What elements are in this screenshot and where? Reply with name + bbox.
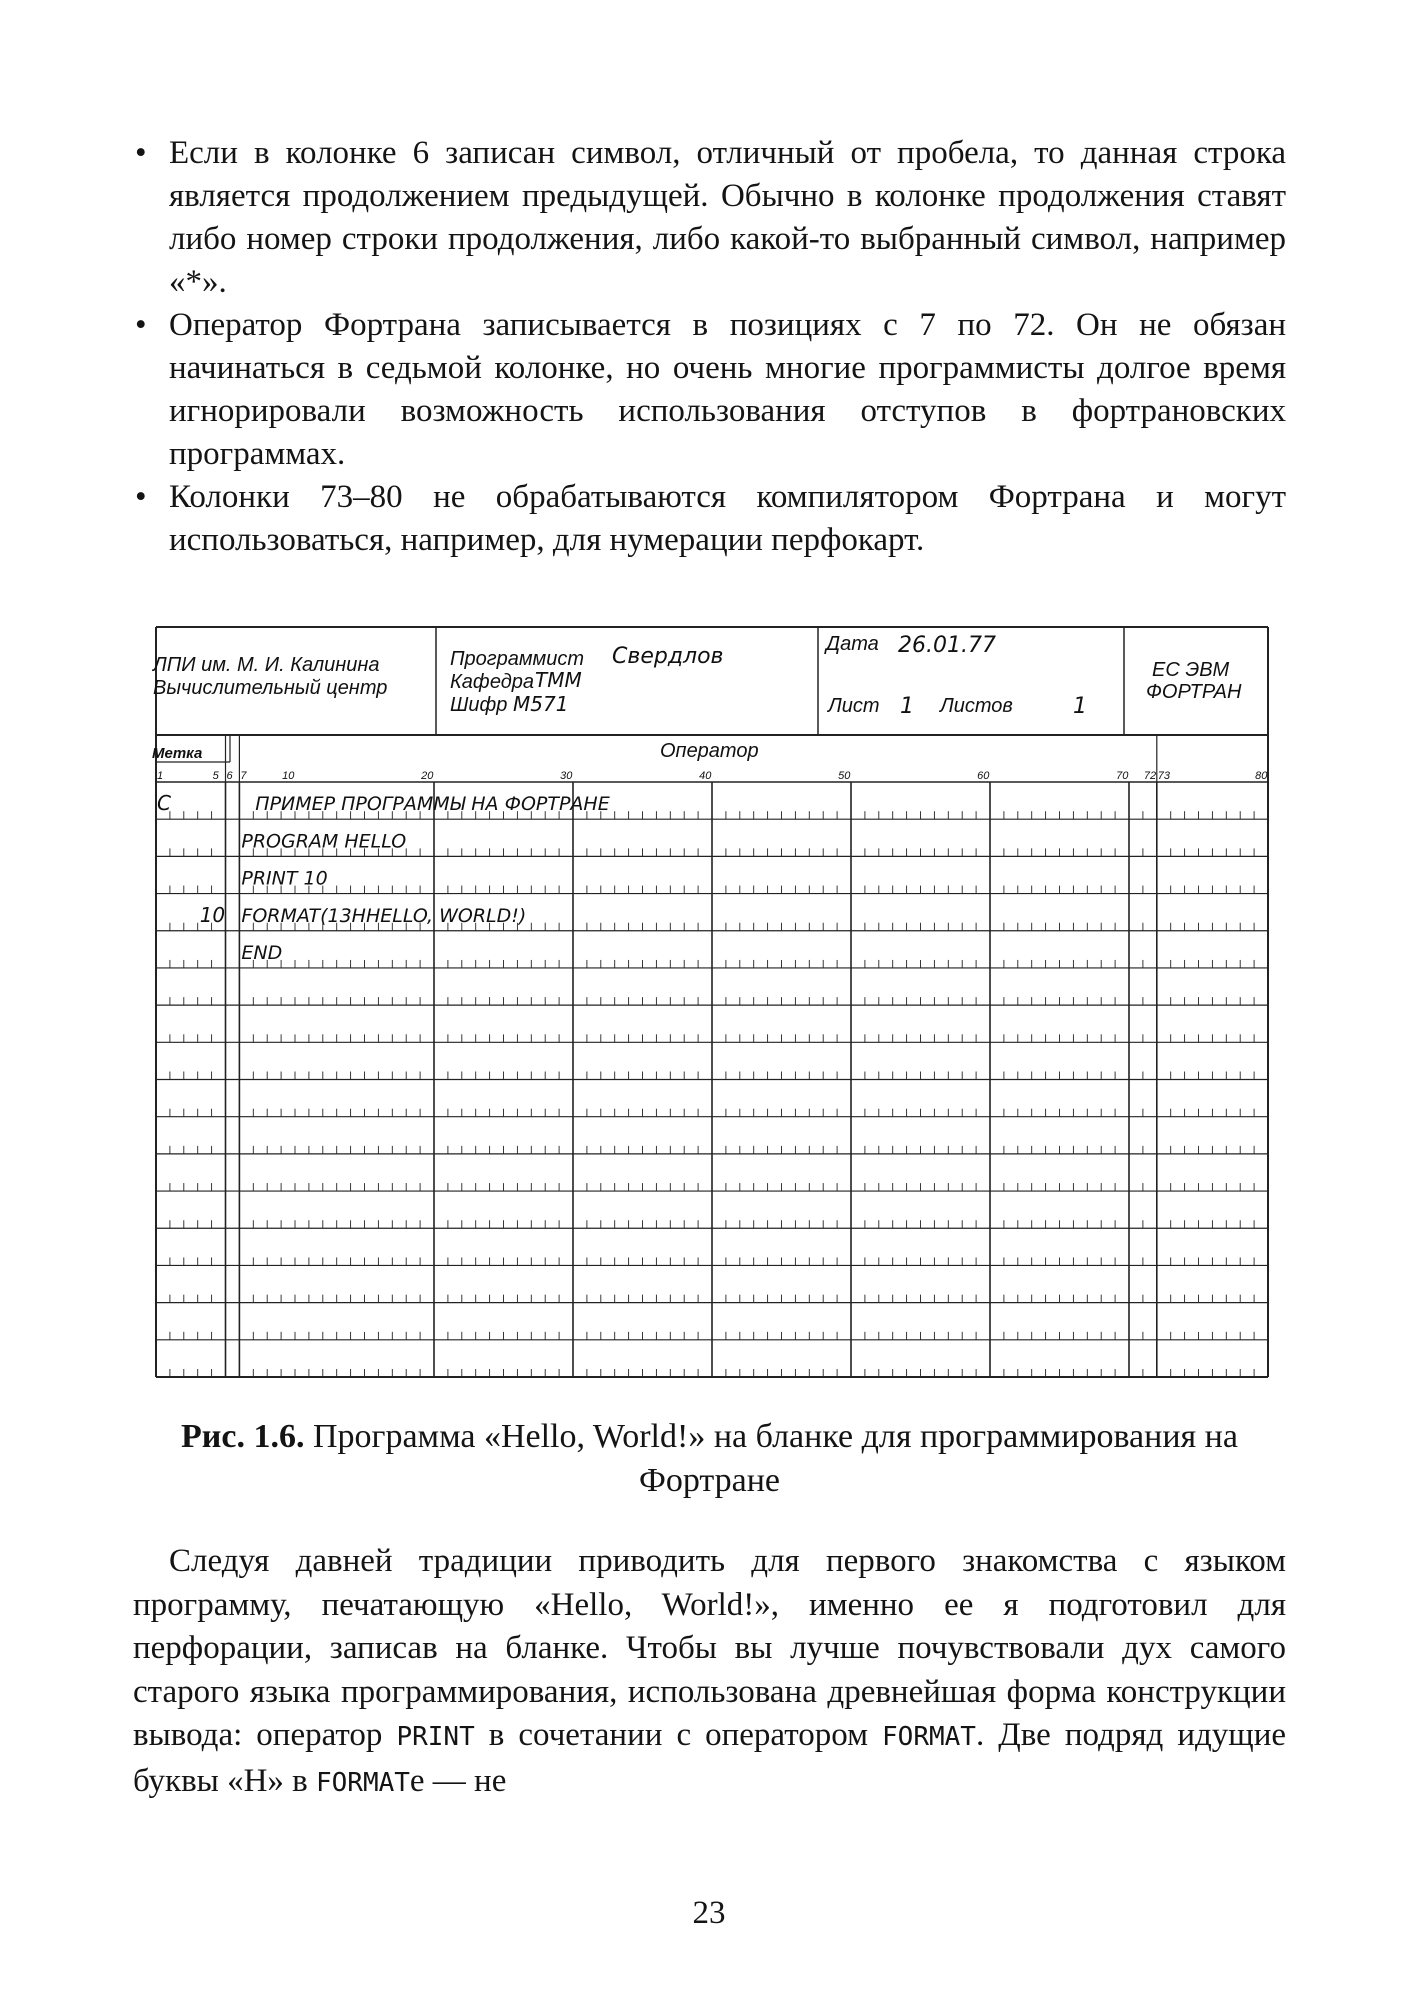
row-label: C xyxy=(157,791,171,816)
programmer-value: Свердлов xyxy=(612,644,724,669)
paragraph-text-2: в сочетании с оператором xyxy=(488,1717,868,1753)
bullet-text: Если в колонке 6 записан символ, отличный от пробела, то данная строка является продолжением предыдущей. Обычно в колонке продолжения ставят либо номер строки продолжения, либо какой-то выбранный символ, например «*». xyxy=(169,135,1286,300)
department-value: ТММ xyxy=(535,668,582,692)
code-print: PRINT xyxy=(396,1722,475,1752)
column-ruler xyxy=(157,770,1268,782)
ruler-tick-label: 80 xyxy=(1255,770,1268,782)
ruler-tick-label: 10 xyxy=(282,770,295,782)
row-statement: END xyxy=(241,941,283,964)
page-number: 23 xyxy=(692,1895,726,1931)
bullet-text: Колонки 73–80 не обрабатываются компилятором Фортрана и могут использоваться, например, для нумерации перфокарт. xyxy=(169,479,1286,558)
bullet-dot: • xyxy=(135,479,147,515)
sheets-label: Листов xyxy=(940,695,1013,717)
ruler-tick-label: 50 xyxy=(838,770,851,782)
system-line-2: ФОРТРАН xyxy=(1146,681,1242,703)
caption-number: Рис. 1.6. xyxy=(181,1418,305,1455)
sheet-value: 1 xyxy=(900,694,914,719)
row-statement: PROGRAM HELLO xyxy=(241,830,407,853)
code-value: М571 xyxy=(513,692,569,716)
ruler-tick-label: 6 xyxy=(226,770,233,782)
row-statement: PRINT 10 xyxy=(241,867,328,890)
ruler-tick-label: 20 xyxy=(421,770,434,782)
sheets-value: 1 xyxy=(1073,694,1087,719)
code-format-2: FORMAT xyxy=(315,1767,410,1798)
bullet-text: Оператор Фортрана записывается в позициях с 7 по 72. Он не обязан начинаться в седьмой колонке, но очень многие программисты долгое время игнорировали возможность использования отступов в фортрановских программах. xyxy=(169,307,1286,472)
date-label: Дата xyxy=(826,633,879,655)
ruler-tick-label: 73 xyxy=(1157,770,1171,782)
row-statement: FORMAT(13HHELLO, WORLD!) xyxy=(241,904,527,927)
ruler-tick-label: 5 xyxy=(212,770,219,782)
label-column-title: Метка xyxy=(152,745,203,762)
programmer-label: Программист xyxy=(450,648,585,670)
code-label: Шифр xyxy=(450,694,508,716)
row-label: 10 xyxy=(199,902,226,927)
ruler-tick-label: 1 xyxy=(157,770,164,782)
ruler-tick-label: 30 xyxy=(560,770,573,782)
code-format: FORMAT xyxy=(882,1722,976,1752)
system-line-1: ЕС ЭВМ xyxy=(1152,659,1230,681)
operator-column-title: Оператор xyxy=(660,740,759,762)
caption-text: Программа «Hello, World!» на бланке для программирования на Фортране xyxy=(312,1418,1238,1499)
ruler-tick-label: 7 xyxy=(240,770,247,782)
date-value: 26.01.77 xyxy=(898,633,996,658)
bullet-dot: • xyxy=(135,135,147,171)
paragraph-text-3: . Две подряд идущие буквы «Н» в xyxy=(133,1717,1287,1799)
figure-caption xyxy=(133,1415,1286,1503)
ruler-tick-label: 72 xyxy=(1143,770,1157,782)
bullet-dot: • xyxy=(135,307,147,343)
ruler-tick-label: 70 xyxy=(1116,770,1129,782)
org-line-1: ЛПИ им. М. И. Калинина xyxy=(153,654,380,676)
sheet-label: Лист xyxy=(828,695,880,717)
paragraph-text-1: Следуя давней традиции приводить для первого знакомства с языком программу, печатающую «Hello, World!», именно ее я подготовил для перфорации, записав на бланке. Чтобы вы лучше почувствовали дух самого старого языка программирования, использована древнейшая форма конструкции вывода: оператор xyxy=(133,1543,1286,1753)
ruler-tick-label: 40 xyxy=(699,770,712,782)
org-line-2: Вычислительный центр xyxy=(153,677,388,699)
department-label: Кафедра xyxy=(450,671,535,693)
row-statement: ПРИМЕР ПРОГРАММЫ НА ФОРТРАНЕ xyxy=(255,793,610,816)
paragraph-text-4: е — не xyxy=(409,1762,507,1799)
ruler-tick-label: 60 xyxy=(977,770,990,782)
body-paragraph xyxy=(133,1540,1286,1805)
